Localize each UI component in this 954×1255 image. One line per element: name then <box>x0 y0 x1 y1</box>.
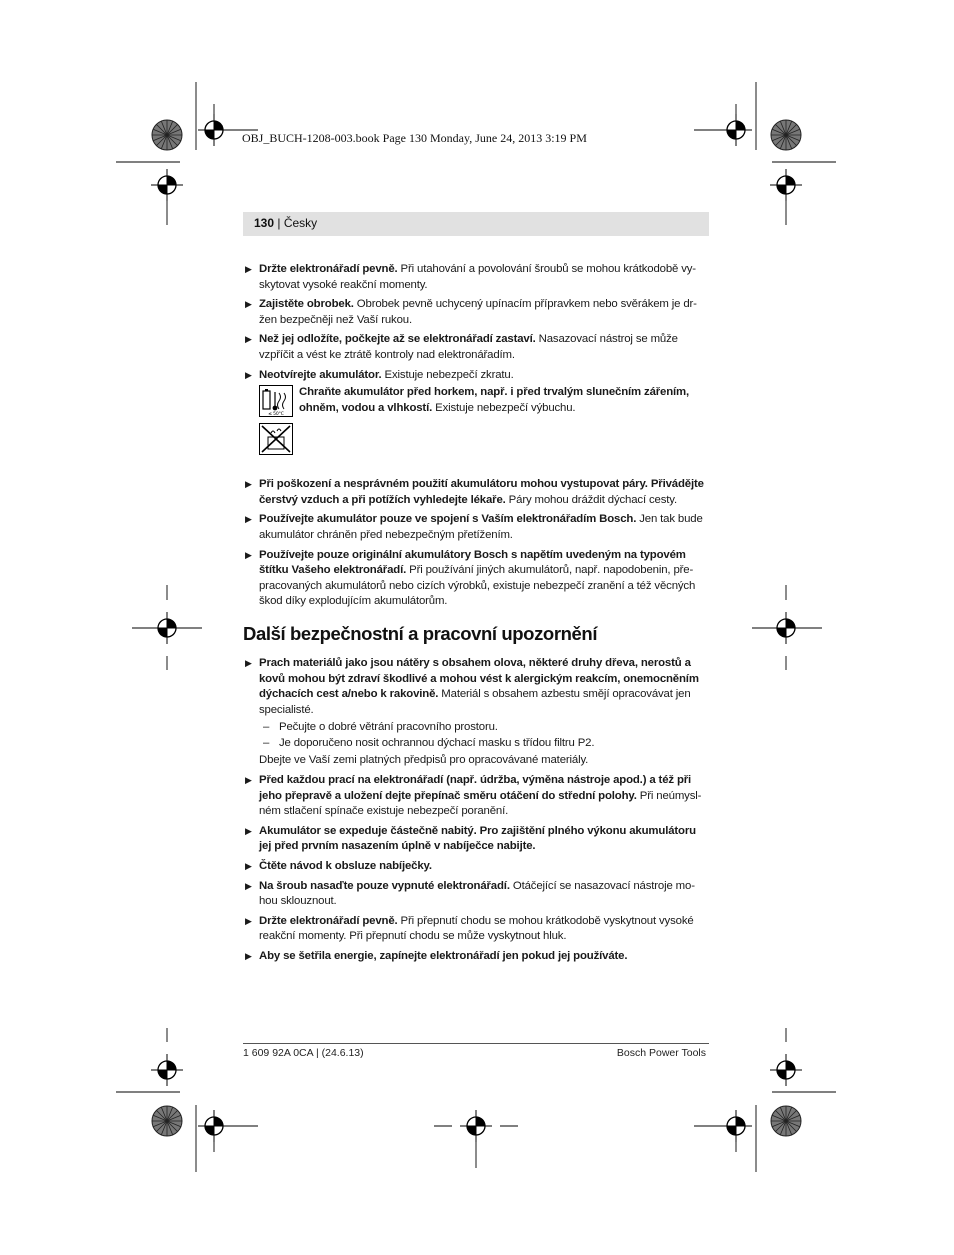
bullet-triangle-icon: ▶ <box>245 861 252 872</box>
bullet-triangle-icon: ▶ <box>245 880 252 891</box>
page-header-bar <box>243 212 709 236</box>
footer-divider <box>243 1043 709 1044</box>
header-separator: | <box>274 216 284 230</box>
bullet-triangle-icon: ▶ <box>245 549 252 560</box>
page-number: 130 <box>254 216 275 230</box>
footer-brand: Bosch Power Tools <box>616 1047 706 1059</box>
bullet-triangle-icon: ▶ <box>245 825 252 836</box>
list-item: ▶ Čtěte návod k obsluze nabíječky. <box>243 859 709 875</box>
list-item: ▶ Akumulátor se expeduje částečně nabitý. Pro zajištění plného výkonu akumulátoru jej před prvním nasazením úplně v nabíječce nabijte. <box>245 824 696 853</box>
bullet-triangle-icon: ▶ <box>245 657 252 668</box>
list-item: ▶ Zajistěte obrobek. Obrobek pevně uchycený upínacím přípravkem nebo svěrákem je dr-žen bezpečněji než Vaší rukou. <box>245 298 697 326</box>
list-item: ▶ Neotvírejte akumulátor. Existuje nebezpečí zkratu. <box>243 368 709 384</box>
header-language: Česky <box>283 216 318 230</box>
list-item: ▶ Aby se šetřila energie, zapínejte elektronářadí jen pokud jej používáte. <box>243 949 709 965</box>
footer-doc-number: 1 609 92A 0CA | (24.6.13) <box>243 1047 364 1059</box>
list-item: ▶ Než jej odložíte, počkejte až se elektronářadí zastaví. Nasazovací nástroj se může vzpříčit a vést ke ztrátě kontroly nad elektronářadím. <box>245 333 678 361</box>
page-content <box>243 262 709 969</box>
page-header <box>254 216 317 230</box>
dash-item: – Pečujte o dobré větrání pracovního prostoru. <box>243 720 709 736</box>
list-item: ▶ Na šroub nasaďte pouze vypnuté elektronářadí. Otáčející se nasazovací nástroje mo-hou sklouznout. <box>245 879 695 908</box>
bullet-triangle-icon: ▶ <box>245 334 252 345</box>
material-note: Dbejte ve Vaší zemi platných předpisů pro opracovávané materiály. <box>259 754 589 767</box>
list-item: ▶ Prach materiálů jako jsou nátěry s obsahem olova, některé druhy dřeva, nerostů a kovů mohou být zdraví škodlivé a mohou vést k alergickým reakcím, onemocněním dýchacích cest a/nebo k rakovině. Materiál s obsahem azbestu smějí opracovávat jen specialisté. <box>245 656 699 716</box>
list-item: ▶ Používejte akumulátor pouze ve spojení s Vaším elektronářadím Bosch. Jen tak bude akumulátor chráněn před nebezpečným přetížením. <box>245 513 703 541</box>
battery-warning-note: ≤ 50°C Chraňte akumulátor před horkem, např. i před trvalým slunečním zářením, ohněm, vodou a vlhkostí. Existuje nebezpečí výbuchu. <box>243 385 709 467</box>
bullet-triangle-icon: ▶ <box>245 775 252 786</box>
bullet-triangle-icon: ▶ <box>245 264 252 274</box>
battery-heat-warning-icon <box>259 385 293 417</box>
dash-bullet: – <box>263 721 270 734</box>
bullet-triangle-icon: ▶ <box>245 299 252 310</box>
list-item: ▶ Držte elektronářadí pevně. Při přepnutí chodu se mohou krátkodobě vyskytnout vysoké reakční momenty. Při přepnutí chodu se může vyskytnout hluk. <box>245 914 694 943</box>
icon-temperature-label: ≤ 50°C <box>268 412 284 418</box>
print-slug-line: OBJ_BUCH-1208-003.book Page 130 Monday, June 24, 2013 3:19 PM <box>242 131 587 145</box>
list-item: ▶ Při poškození a nesprávném použití akumulátoru mohou vystupovat páry. Přivádějte čerstvý vzduch a při potížích vyhledejte lékaře. Páry mohou dráždit dýchací cesty. <box>245 478 704 506</box>
no-water-fire-icon <box>259 423 293 455</box>
bullet-triangle-icon: ▶ <box>245 951 252 961</box>
list-item: ▶ Držte elektronářadí pevně. Při utahování a povolování šroubů se mohou krátkodobě vy-skytovat vysoké reakční momenty. <box>245 263 696 291</box>
bullet-triangle-icon: ▶ <box>245 514 252 525</box>
section-title: Další bezpečnostní a pracovní upozornění <box>243 622 598 644</box>
bullet-triangle-icon: ▶ <box>245 479 252 490</box>
bullet-triangle-icon: ▶ <box>245 369 252 380</box>
bullet-triangle-icon: ▶ <box>245 915 252 926</box>
dash-bullet: – <box>263 736 270 749</box>
dash-item: – Je doporučeno nosit ochrannou dýchací masku s třídou filtru P2. <box>243 736 709 752</box>
list-item: ▶ Před každou prací na elektronářadí (např. údržba, výměna nástroje apod.) a též při jeho přepravě a uložení dejte přepínač směru otáčení do střední polohy. Při neúmysl-ném stlačení spínače existuje nebezpečí poranění. <box>245 774 702 818</box>
list-item: ▶ Používejte pouze originální akumulátory Bosch s napětím uvedeným na typovém štítku Vašeho elektronářadí. Při používání jiných akumulátorů, např. napodobenin, pře-pracovaných akumulátorů nebo cizích výrobků, existuje nebezpečí zranění a též věcných škod díky explodujícím akumulátorům. <box>245 548 696 608</box>
